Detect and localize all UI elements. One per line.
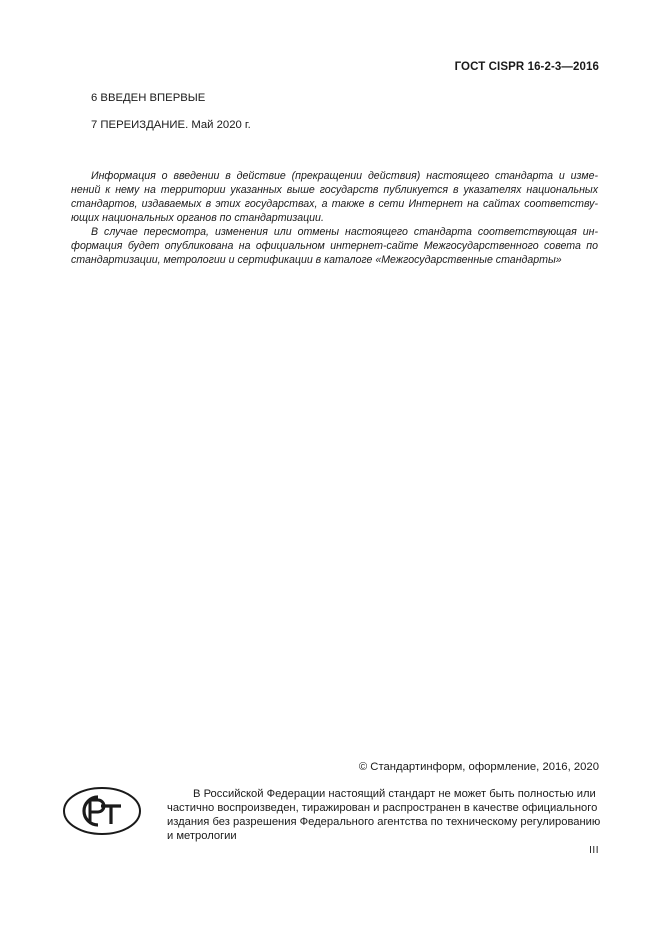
rights-line: издания без разрешения Федерального агентства по техническому регулированию <box>167 816 601 828</box>
paragraph-line: ющих национальных органов по стандартизации. <box>71 212 324 224</box>
page-number: III <box>589 845 599 856</box>
info-paragraph-enactment <box>71 169 598 225</box>
reproduction-rights-notice <box>167 787 599 843</box>
standard-code-header: ГОСТ CISPR 16-2-3—2016 <box>454 61 599 73</box>
paragraph-line: стандартов, издаваемых в этих государствах, а также в сети Интернет на сайтах соответству- <box>71 198 598 210</box>
paragraph-line: стандартизации, метрологии и сертификации в каталоге «Межгосударственные стандарты» <box>71 254 562 266</box>
rights-line: В Российской Федерации настоящий стандарт не может быть полностью или <box>193 788 596 800</box>
paragraph-line: нений к нему на территории указанных выше государств публикуется в указателях национальных <box>71 184 598 196</box>
info-paragraph-revision <box>71 225 598 267</box>
paragraph-line: формация будет опубликована на официальном интернет-сайте Межгосударственного совета по <box>71 240 598 252</box>
rights-line: и метрологии <box>167 830 237 842</box>
item-reissue: 7 ПЕРЕИЗДАНИЕ. Май 2020 г. <box>91 119 251 131</box>
paragraph-line: Информация о введении в действие (прекращении действия) настоящего стандарта и изме- <box>91 170 598 182</box>
paragraph-line: В случае пересмотра, изменения или отмены настоящего стандарта соответствующая ин- <box>91 226 598 238</box>
rights-line: частично воспроизведен, тиражирован и распространен в качестве официального <box>167 802 598 814</box>
item-introduced: 6 ВВЕДЕН ВПЕРВЫЕ <box>91 92 206 104</box>
rst-certification-mark-icon <box>62 786 142 836</box>
copyright-notice: © Стандартинформ, оформление, 2016, 2020 <box>358 761 599 773</box>
